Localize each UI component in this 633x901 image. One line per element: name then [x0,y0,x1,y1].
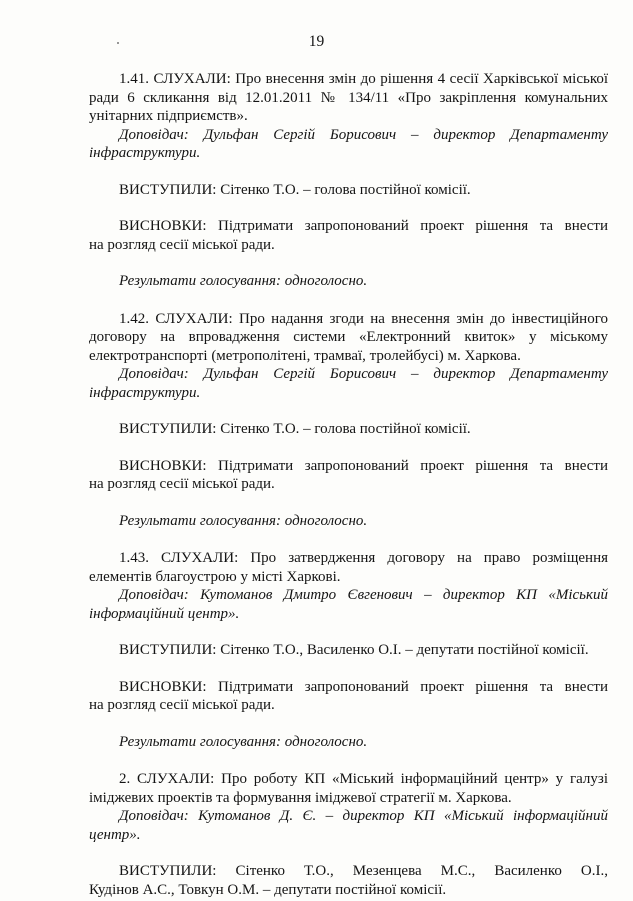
heard-label: 1.43. СЛУХАЛИ: [119,550,239,566]
conclusions-first-line: ВИСНОВКИ: Підтримати запропонований проект рішення та внести [119,457,608,474]
spoke-first-line: ВИСТУПИЛИ: Сітенко Т.О., Мезенцева М.С., Василенко О.І., [119,863,608,879]
heard-label: 1.41. СЛУХАЛИ: [119,71,231,87]
spoke-rest: Кудінов А.С., Товкун О.М. – депутати постійної комісії. [89,881,447,898]
conclusions-first-line: ВИСНОВКИ: Підтримати запропонований проект рішення та внести [119,218,608,234]
conclusions-rest: на розгляд сесії міської ради. [89,476,275,492]
heard-topic: Про внесення змін до рішення 4 сесії Харківської міської [235,71,609,87]
agenda-item-1-41 [89,70,608,291]
spoke: ВИСТУПИЛИ: Сітенко Т.О. – голова постійної комісії. [119,181,471,198]
heard-continuation: договору на впровадження системи «Електронний квиток» у міському електротранспорті (метрополітені, трамваї, тролейбусі) м. Харкова. [89,329,608,364]
heard-first-line [89,70,608,89]
heard-continuation: елементів благоустрою у місті Харкові. [89,568,341,585]
vote-result: Результати голосування: одноголосно. [119,733,368,750]
minutes-body [89,70,608,899]
page-number: 19 [308,33,325,50]
heard-continuation: ради 6 скликання від 12.01.2011 № 134/11 «Про закріплення комунальних унітарних підприємств». [89,89,608,124]
heard-topic: Про надання згоди на внесення змін до інвестиційного [238,310,608,327]
spoke: ВИСТУПИЛИ: Сітенко Т.О., Василенко О.І. – депутати постійної комісії. [119,642,589,658]
spoke: ВИСТУПИЛИ: Сітенко Т.О. – голова постійної комісії. [119,421,471,437]
vote-result: Результати голосування: одноголосно. [119,512,368,529]
agenda-item-1-43 [89,549,608,751]
heard-label: 2. СЛУХАЛИ: [119,771,215,787]
heard-first-line [89,549,608,568]
conclusions-rest: на розгляд сесії міської ради. [89,236,275,253]
agenda-item-2 [89,770,608,899]
heard-topic: Про затвердження договору на право розміщення [250,550,608,566]
agenda-item-1-42 [89,310,608,531]
reporter: Доповідач: Кутоманов Д. Є. – директор КП «Міський інформаційний центр». [89,808,608,843]
heard-continuation: іміджевих проектів та формування іміджевої стратегії м. Харкова. [89,789,512,806]
heard-label: 1.42. СЛУХАЛИ: [119,310,233,327]
heard-first-line [89,770,608,789]
heard-topic: Про роботу КП «Міський інформаційний центр» у галузі [221,771,608,787]
conclusions-first-line: ВИСНОВКИ: Підтримати запропонований проект рішення та внести [119,678,608,695]
reporter: Доповідач: Дульфан Сергій Борисович – директор Департаменту інфраструктури. [89,126,608,161]
vote-result: Результати голосування: одноголосно. [119,273,368,289]
reporter: Доповідач: Дульфан Сергій Борисович – директор Департаменту інфраструктури. [89,366,608,401]
conclusions-rest: на розгляд сесії міської ради. [89,697,275,713]
heard-first-line [89,310,608,329]
reporter: Доповідач: Кутоманов Дмитро Євгенович – директор КП «Міський інформаційний центр». [89,587,608,622]
scan-speck [117,42,119,44]
